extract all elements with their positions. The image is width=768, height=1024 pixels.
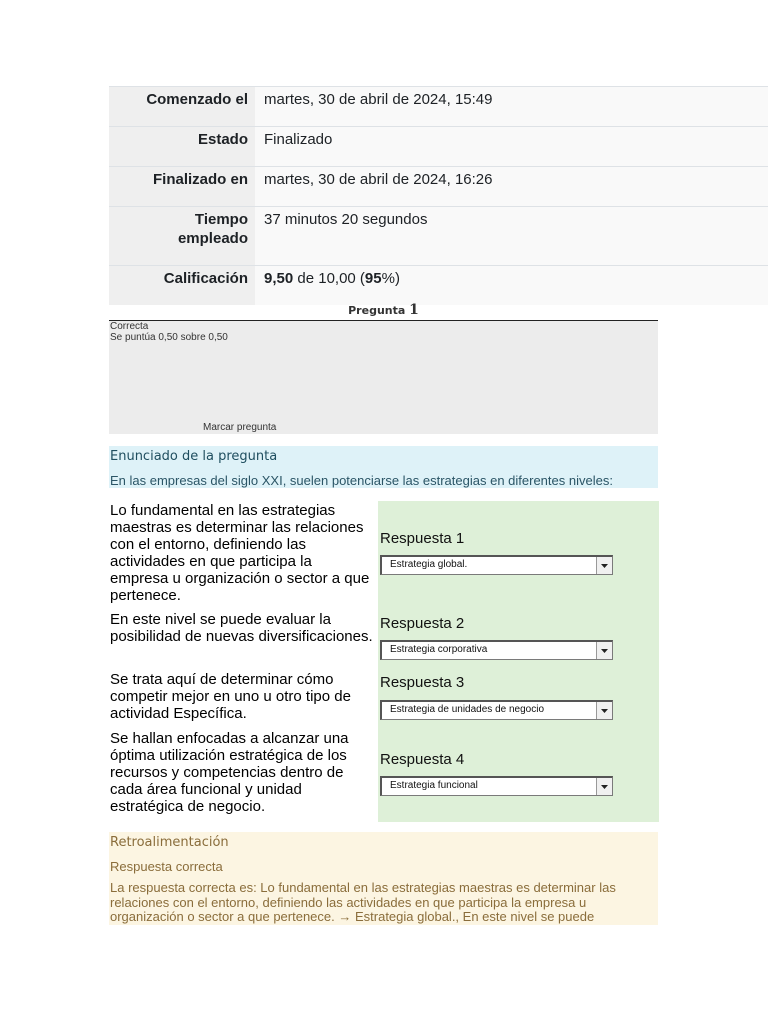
answer-select-1[interactable] <box>380 555 613 575</box>
feedback-result: Respuesta correcta <box>110 859 223 874</box>
grade-mid-text: de 10,00 ( <box>293 270 365 287</box>
summary-label-started: Comenzado el <box>109 87 255 126</box>
summary-value-grade <box>255 266 768 305</box>
answer-select-value-4: Estrategia funcional <box>390 780 478 791</box>
summary-row-time <box>109 206 768 265</box>
question-grade: Se puntúa 0,50 sobre 0,50 <box>110 332 228 343</box>
summary-label-time-line2: empleado <box>177 230 248 247</box>
question-title <box>109 302 658 318</box>
answer-label-2: Respuesta 2 <box>380 615 465 632</box>
answer-select-2[interactable] <box>380 640 613 660</box>
summary-value-time: 37 minutos 20 segundos <box>255 207 768 265</box>
answer-label-3: Respuesta 3 <box>380 674 465 691</box>
feedback-heading: Retroalimentación <box>110 835 229 850</box>
chevron-down-icon[interactable] <box>596 642 612 659</box>
summary-row-state <box>109 126 768 166</box>
chevron-down-icon[interactable] <box>596 557 612 574</box>
answer-select-4[interactable] <box>380 776 613 796</box>
question-text-heading: Enunciado de la pregunta <box>110 449 278 464</box>
grade-percent: 95 <box>364 270 382 287</box>
summary-row-started <box>109 86 768 126</box>
summary-label-time-line1: Tiempo <box>194 211 248 228</box>
grade-score: 9,50 <box>264 270 294 287</box>
match-item-text-3: Se trata aquí de determinar cómo competir mejor en uno u otro tipo de actividad Específica. <box>110 671 351 722</box>
question-number: 1 <box>409 302 419 318</box>
answers-panel <box>378 501 659 822</box>
question-text-box <box>109 446 658 488</box>
answer-label-1: Respuesta 1 <box>380 530 465 547</box>
summary-label-finished: Finalizado en <box>109 167 255 206</box>
summary-value-state: Finalizado <box>255 127 768 166</box>
answer-label-4: Respuesta 4 <box>380 751 465 768</box>
summary-label-time <box>109 207 255 265</box>
answer-select-value-1: Estrategia global. <box>390 559 468 570</box>
match-item-text-1: Lo fundamental en las estrategias maestras es determinar las relaciones con el entorno, definiendo las actividades en que participa la empresa u organización o sector a que pertenece. <box>110 502 370 604</box>
question-statement: En las empresas del siglo XXI, suelen potenciarse las estrategias en diferentes niveles: <box>110 473 613 488</box>
answer-select-value-3: Estrategia de unidades de negocio <box>390 704 545 715</box>
chevron-down-icon[interactable] <box>596 702 612 719</box>
summary-label-state: Estado <box>109 127 255 166</box>
summary-value-finished: martes, 30 de abril de 2024, 16:26 <box>255 167 768 206</box>
question-title-prefix: Pregunta <box>348 304 410 317</box>
match-item-text-2: En este nivel se puede evaluar la posibilidad de nuevas diversificaciones. <box>110 611 373 645</box>
feedback-box <box>109 832 658 925</box>
question-info-panel <box>109 321 658 434</box>
attempt-summary-table <box>109 86 768 305</box>
summary-row-finished <box>109 166 768 206</box>
answer-select-3[interactable] <box>380 700 613 720</box>
question-state: Correcta <box>110 321 149 332</box>
chevron-down-icon[interactable] <box>596 778 612 795</box>
summary-label-grade: Calificación <box>109 266 255 305</box>
match-item-text-4: Se hallan enfocadas a alcanzar una óptima utilización estratégica de los recursos y competencias dentro de cada área funcional y unidad estratégica de negocio. <box>110 730 349 815</box>
summary-row-grade <box>109 265 768 305</box>
summary-value-started: martes, 30 de abril de 2024, 15:49 <box>255 87 768 126</box>
answer-select-value-2: Estrategia corporativa <box>390 644 488 655</box>
feedback-text: La respuesta correcta es: Lo fundamental en las estrategias maestras es determinar las relaciones con el entorno, definiendo las actividades en que participa la empresa u organización o sector a que pertenece. → Estrategia global., En este nivel se puede <box>110 880 616 924</box>
flag-question-link[interactable]: Marcar pregunta <box>203 422 277 433</box>
grade-end-text: %) <box>381 270 400 287</box>
